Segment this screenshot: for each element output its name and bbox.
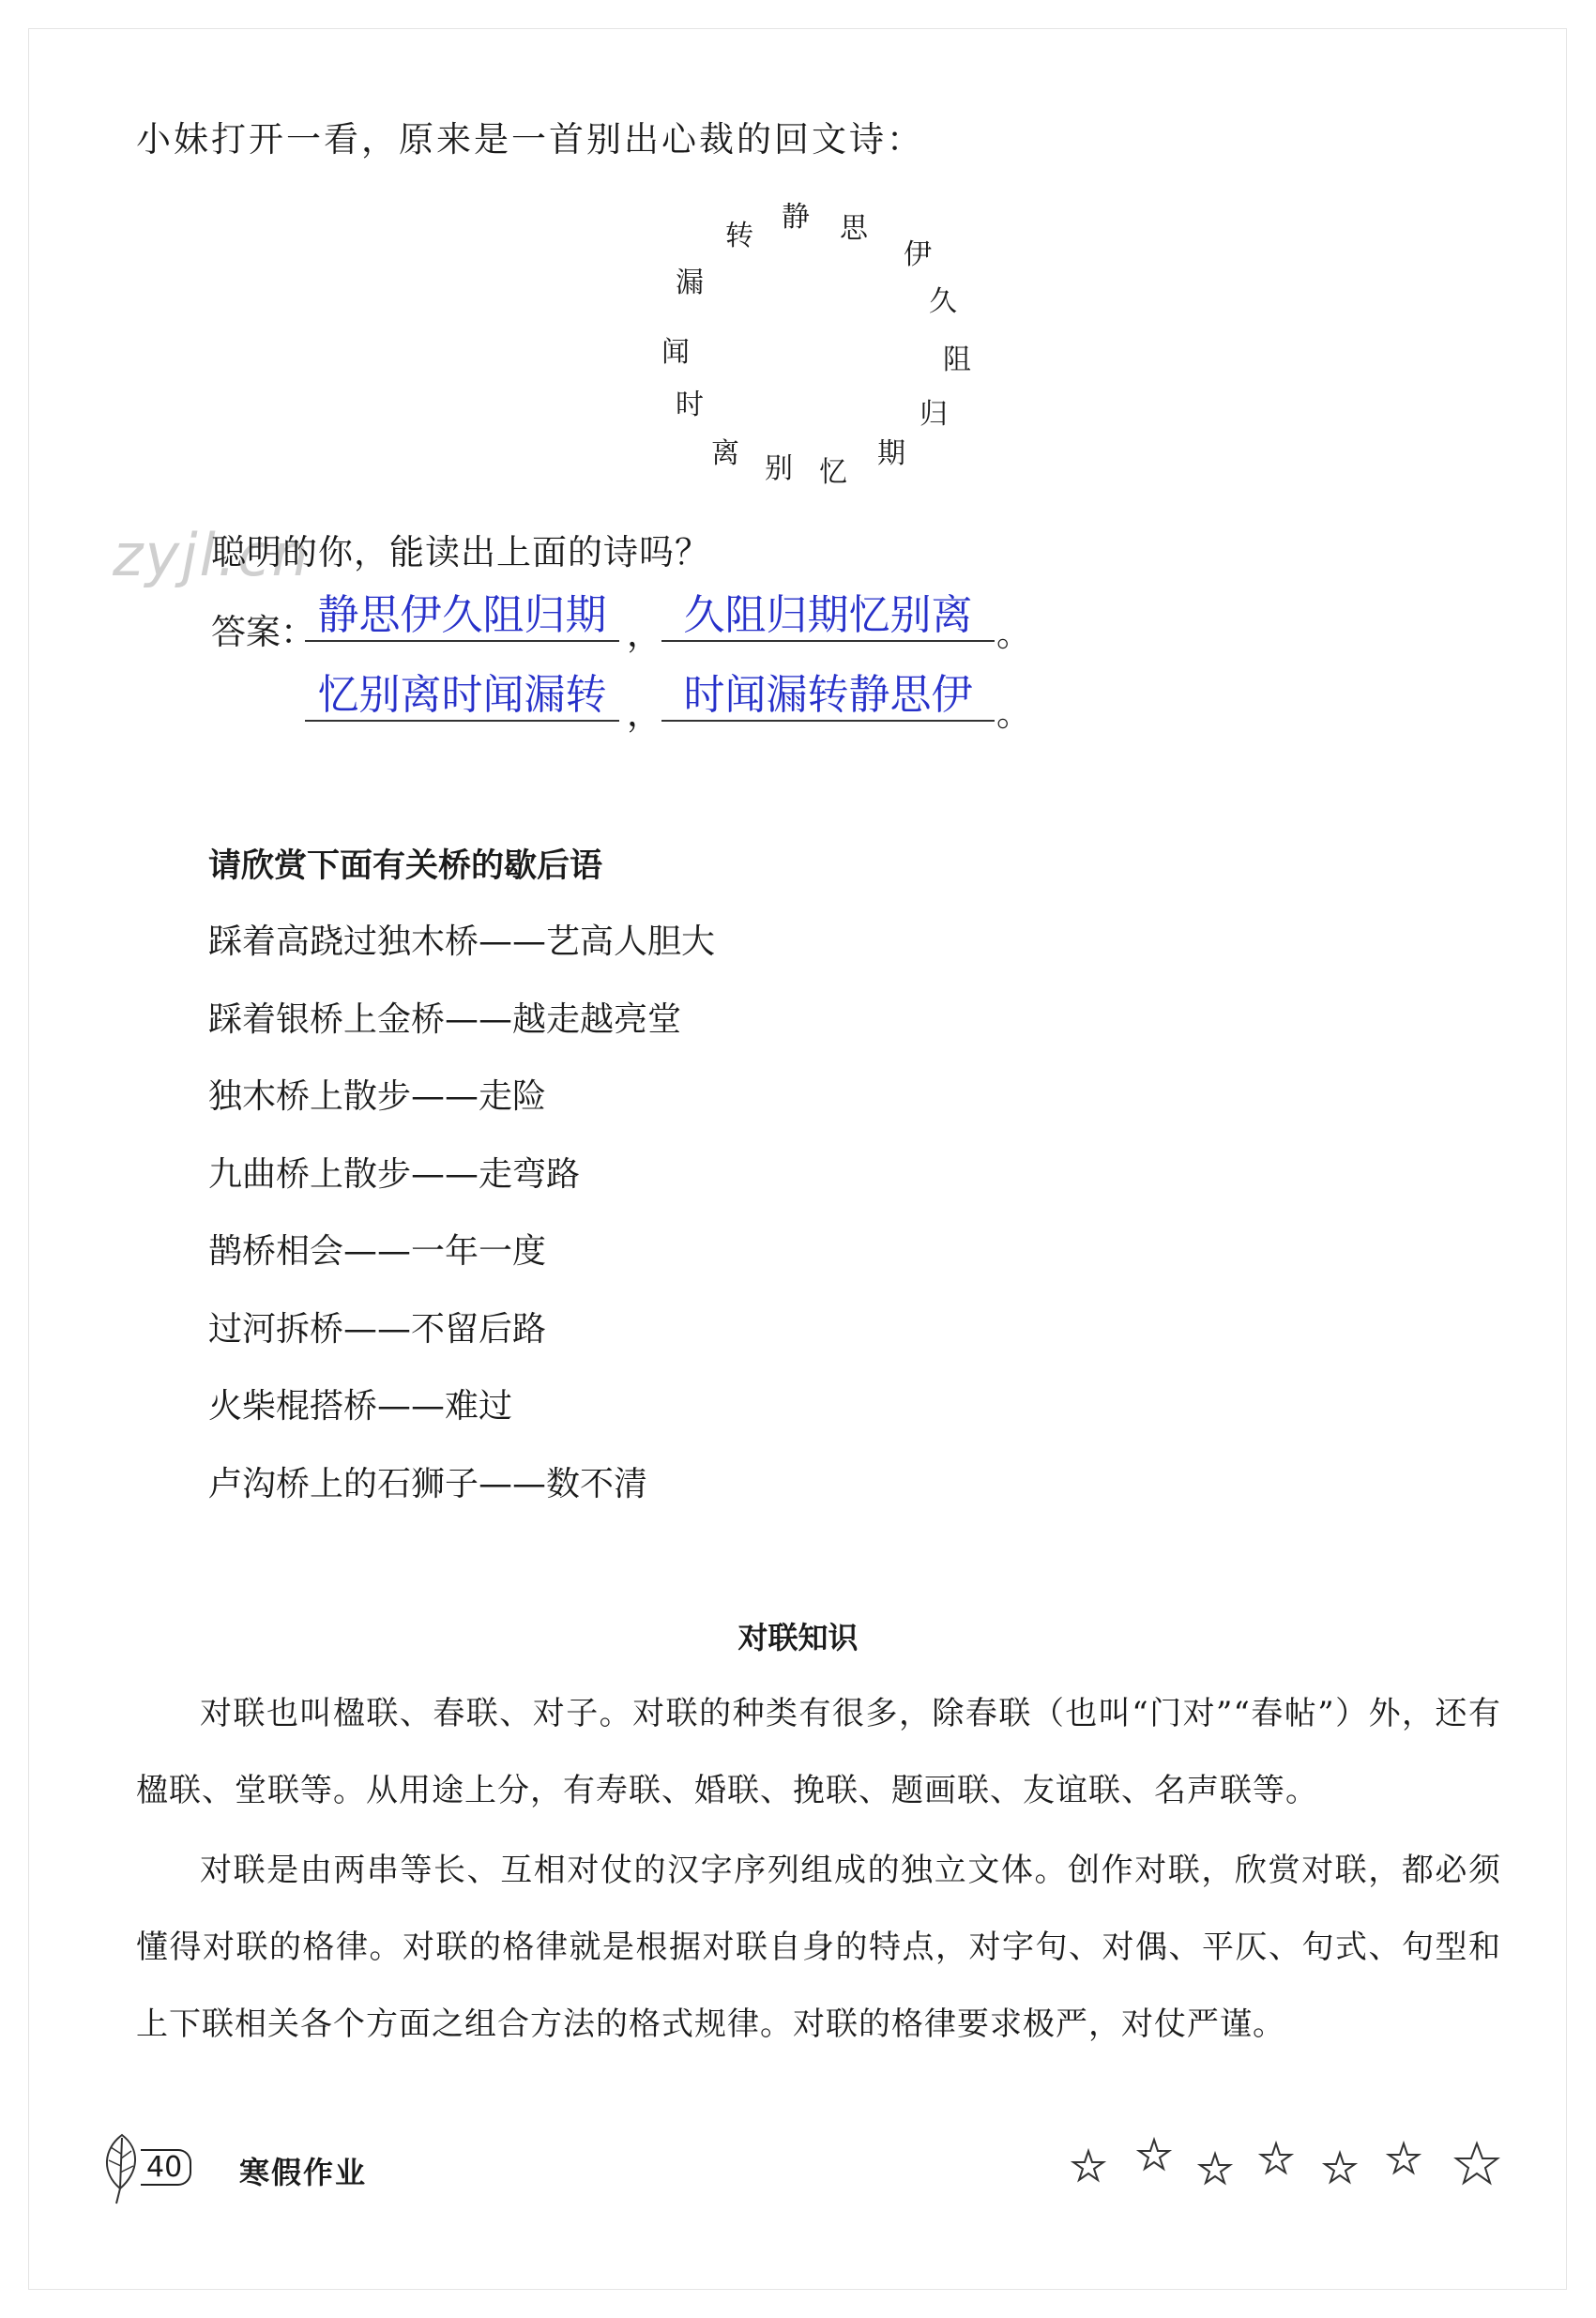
poem-char: 期 [877, 437, 905, 470]
poem-char: 别 [765, 452, 793, 485]
xiehouyu-item: 踩着银桥上金桥——越走越亮堂 [208, 1000, 682, 1039]
poem-char: 离 [711, 437, 739, 470]
poem-char: 阻 [943, 343, 971, 376]
answer-comma: ， [627, 614, 661, 654]
star-icon [1389, 2143, 1419, 2173]
answer-label: 答案： [211, 612, 315, 652]
star-icon [1325, 2153, 1355, 2182]
poem-char: 归 [920, 398, 948, 431]
answer-period: 。 [996, 614, 1031, 654]
poem-char: 转 [725, 220, 753, 252]
page-number: 40 [141, 2149, 191, 2186]
watermark: zyjl.cn [113, 521, 311, 589]
xiehouyu-item: 踩着高跷过独木桥——艺高人胆大 [208, 923, 716, 961]
star-icon [1200, 2154, 1230, 2183]
answer-blank: 久阻归期忆别离 [661, 591, 995, 642]
poem-char: 闻 [661, 336, 690, 369]
poem-char: 忆 [819, 456, 847, 489]
poem-char: 久 [929, 285, 957, 318]
xiehouyu-item: 鹊桥相会——一年一度 [208, 1232, 547, 1271]
answer-blank: 忆别离时闻漏转 [305, 671, 619, 722]
poem-char: 思 [840, 212, 868, 245]
footer-title: 寒假作业 [239, 2155, 368, 2190]
xiehouyu-item: 卢沟桥上的石狮子——数不清 [208, 1465, 648, 1503]
question-text: 聪明的你，能读出上面的诗吗？ [211, 532, 710, 572]
star-icon [1139, 2140, 1169, 2169]
answer-blank: 静思伊久阻归期 [305, 591, 619, 642]
poem-char: 伊 [904, 238, 932, 271]
intro-text: 小妹打开一看，原来是一首别出心裁的回文诗： [136, 119, 924, 160]
xiehouyu-item: 火柴棍搭桥——难过 [208, 1387, 513, 1426]
star-icon [1073, 2151, 1103, 2180]
answer-comma: ， [627, 694, 661, 734]
answer-blank: 时闻漏转静思伊 [661, 671, 995, 722]
xiehouyu-item: 独木桥上散步——走险 [208, 1077, 547, 1116]
star-icon [1261, 2143, 1291, 2173]
star-icon [1456, 2143, 1497, 2183]
xiehouyu-title: 请欣赏下面有关桥的歇后语 [208, 847, 603, 885]
xiehouyu-item: 过河拆桥——不留后路 [208, 1310, 547, 1349]
answer-period: 。 [996, 694, 1031, 734]
poem-char: 静 [782, 201, 810, 234]
poem-char: 漏 [676, 267, 704, 299]
duilian-paragraph: 对联也叫楹联、春联、对子。对联的种类有很多，除春联（也叫“门对”“春帖”）外，还有楹联、堂联等。从用途上分，有寿联、婚联、挽联、题画联、友谊联、名声联等。 [136, 1695, 1501, 1809]
stars-decoration [1060, 2130, 1529, 2196]
xiehouyu-item: 九曲桥上散步——走弯路 [208, 1155, 581, 1194]
poem-char: 时 [676, 389, 704, 421]
duilian-title: 对联知识 [737, 1620, 859, 1655]
duilian-paragraph: 对联是由两串等长、互相对仗的汉字序列组成的独立文体。创作对联，欣赏对联，都必须懂得对联的格律。对联的格律就是根据对联自身的特点，对字句、对偶、平仄、句式、句型和上下联相关各个方面之组合方法的格式规律。对联的格律要求极严，对仗严谨。 [136, 1852, 1501, 2043]
